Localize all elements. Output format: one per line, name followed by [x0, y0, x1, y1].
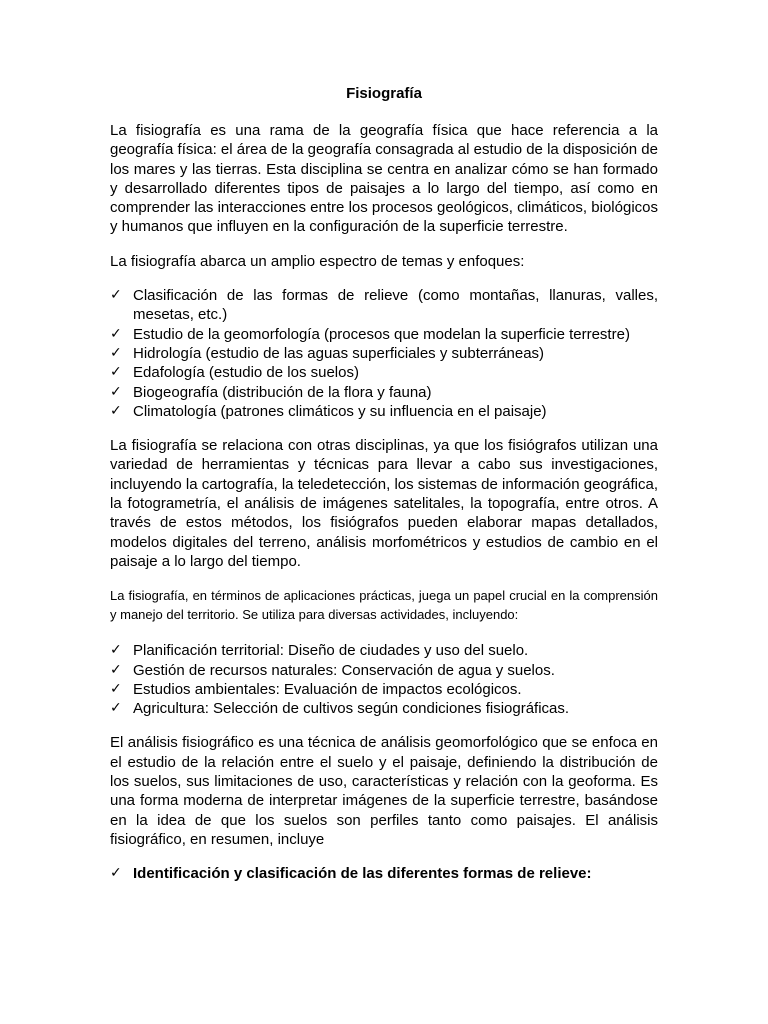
list-item-text: Edafología (estudio de los suelos): [133, 364, 359, 382]
list-item: [110, 383, 658, 402]
list-item-text: Biogeografía (distribución de la flora y fauna): [133, 383, 432, 401]
document-title: Fisiografía: [346, 85, 422, 102]
checkmark-icon: ✓: [110, 364, 122, 381]
checkmark-icon: ✓: [110, 865, 122, 882]
checkmark-icon: ✓: [110, 680, 122, 697]
list-item: [110, 864, 658, 883]
paragraph-intro: La fisiografía es una rama de la geografía física que hace referencia a la geografía física: el área de la geografía consagrada al estudio de la disposición de los mares y las tierras. Esta disciplina se centra en analizar cómo se han formado y desarrollado diferentes tipos de paisajes a lo largo del tiempo, así como en comprender las interacciones entre los procesos geológicos, climáticos, biológicos y humanos que influyen en la configuración de la superficie terrestre.: [110, 122, 658, 236]
topics-checklist: [110, 286, 658, 421]
list-item-text: Identificación y clasificación de las diferentes formas de relieve:: [133, 865, 592, 883]
list-item: [110, 699, 658, 718]
list-item: [110, 286, 658, 325]
checkmark-icon: ✓: [110, 287, 122, 304]
applications-checklist: [110, 641, 658, 718]
list-item-text: Clasificación de las formas de relieve (como montañas, llanuras, valles, mesetas, etc.): [133, 287, 658, 324]
checkmark-icon: ✓: [110, 642, 122, 659]
paragraph-related-disciplines: La fisiografía se relaciona con otras disciplinas, ya que los fisiógrafos utilizan una variedad de herramientas y técnicas para llevar a cabo sus investigaciones, incluyendo la cartografía, la teledetección, los sistemas de información geográfica, la fotogrametría, el análisis de imágenes satelitales, la topografía, entre otros. A través de estos métodos, los fisiógrafos pueden elaborar mapas detallados, modelos digitales del terreno, análisis morfométricos y estudios de cambio en el paisaje a lo largo del tiempo.: [110, 437, 658, 570]
checkmark-icon: ✓: [110, 344, 122, 361]
checkmark-icon: ✓: [110, 383, 122, 400]
list-item: [110, 641, 658, 660]
checkmark-icon: ✓: [110, 700, 122, 717]
list-item-text: Estudios ambientales: Evaluación de impactos ecológicos.: [133, 680, 522, 698]
paragraph-topics-intro: La fisiografía abarca un amplio espectro de temas y enfoques:: [110, 252, 525, 270]
document-page: [110, 84, 658, 899]
checkmark-icon: ✓: [110, 661, 122, 678]
list-item: [110, 363, 658, 382]
list-item-text: Gestión de recursos naturales: Conservación de agua y suelos.: [133, 661, 555, 679]
analysis-checklist: [110, 864, 658, 883]
list-item: [110, 402, 658, 421]
checkmark-icon: ✓: [110, 402, 122, 419]
checkmark-icon: ✓: [110, 325, 122, 342]
list-item-text: Estudio de la geomorfología (procesos que modelan la superficie terrestre): [133, 325, 630, 343]
list-item-text: Planificación territorial: Diseño de ciudades y uso del suelo.: [133, 642, 529, 660]
list-item-text: Climatología (patrones climáticos y su influencia en el paisaje): [133, 402, 547, 420]
paragraph-applications-intro: La fisiografía, en términos de aplicaciones prácticas, juega un papel crucial en la comprensión y manejo del territorio. Se utiliza para diversas actividades, incluyendo:: [110, 588, 658, 623]
list-item-text: Agricultura: Selección de cultivos según condiciones fisiográficas.: [133, 700, 570, 718]
list-item: [110, 661, 658, 680]
list-item: [110, 344, 658, 363]
list-item: [110, 680, 658, 699]
list-item: [110, 325, 658, 344]
paragraph-physiographic-analysis: El análisis fisiográfico es una técnica de análisis geomorfológico que se enfoca en el estudio de la relación entre el suelo y el paisaje, definiendo la distribución de los suelos, sus limitaciones de uso, características y relación con la geoforma. Es una forma moderna de interpretar imágenes de la superficie terrestre, basándose en la idea de que los suelos son perfiles tanto como paisajes. El análisis fisiográfico, en resumen, incluye: [110, 734, 658, 848]
list-item-text: Hidrología (estudio de las aguas superficiales y subterráneas): [133, 344, 545, 362]
